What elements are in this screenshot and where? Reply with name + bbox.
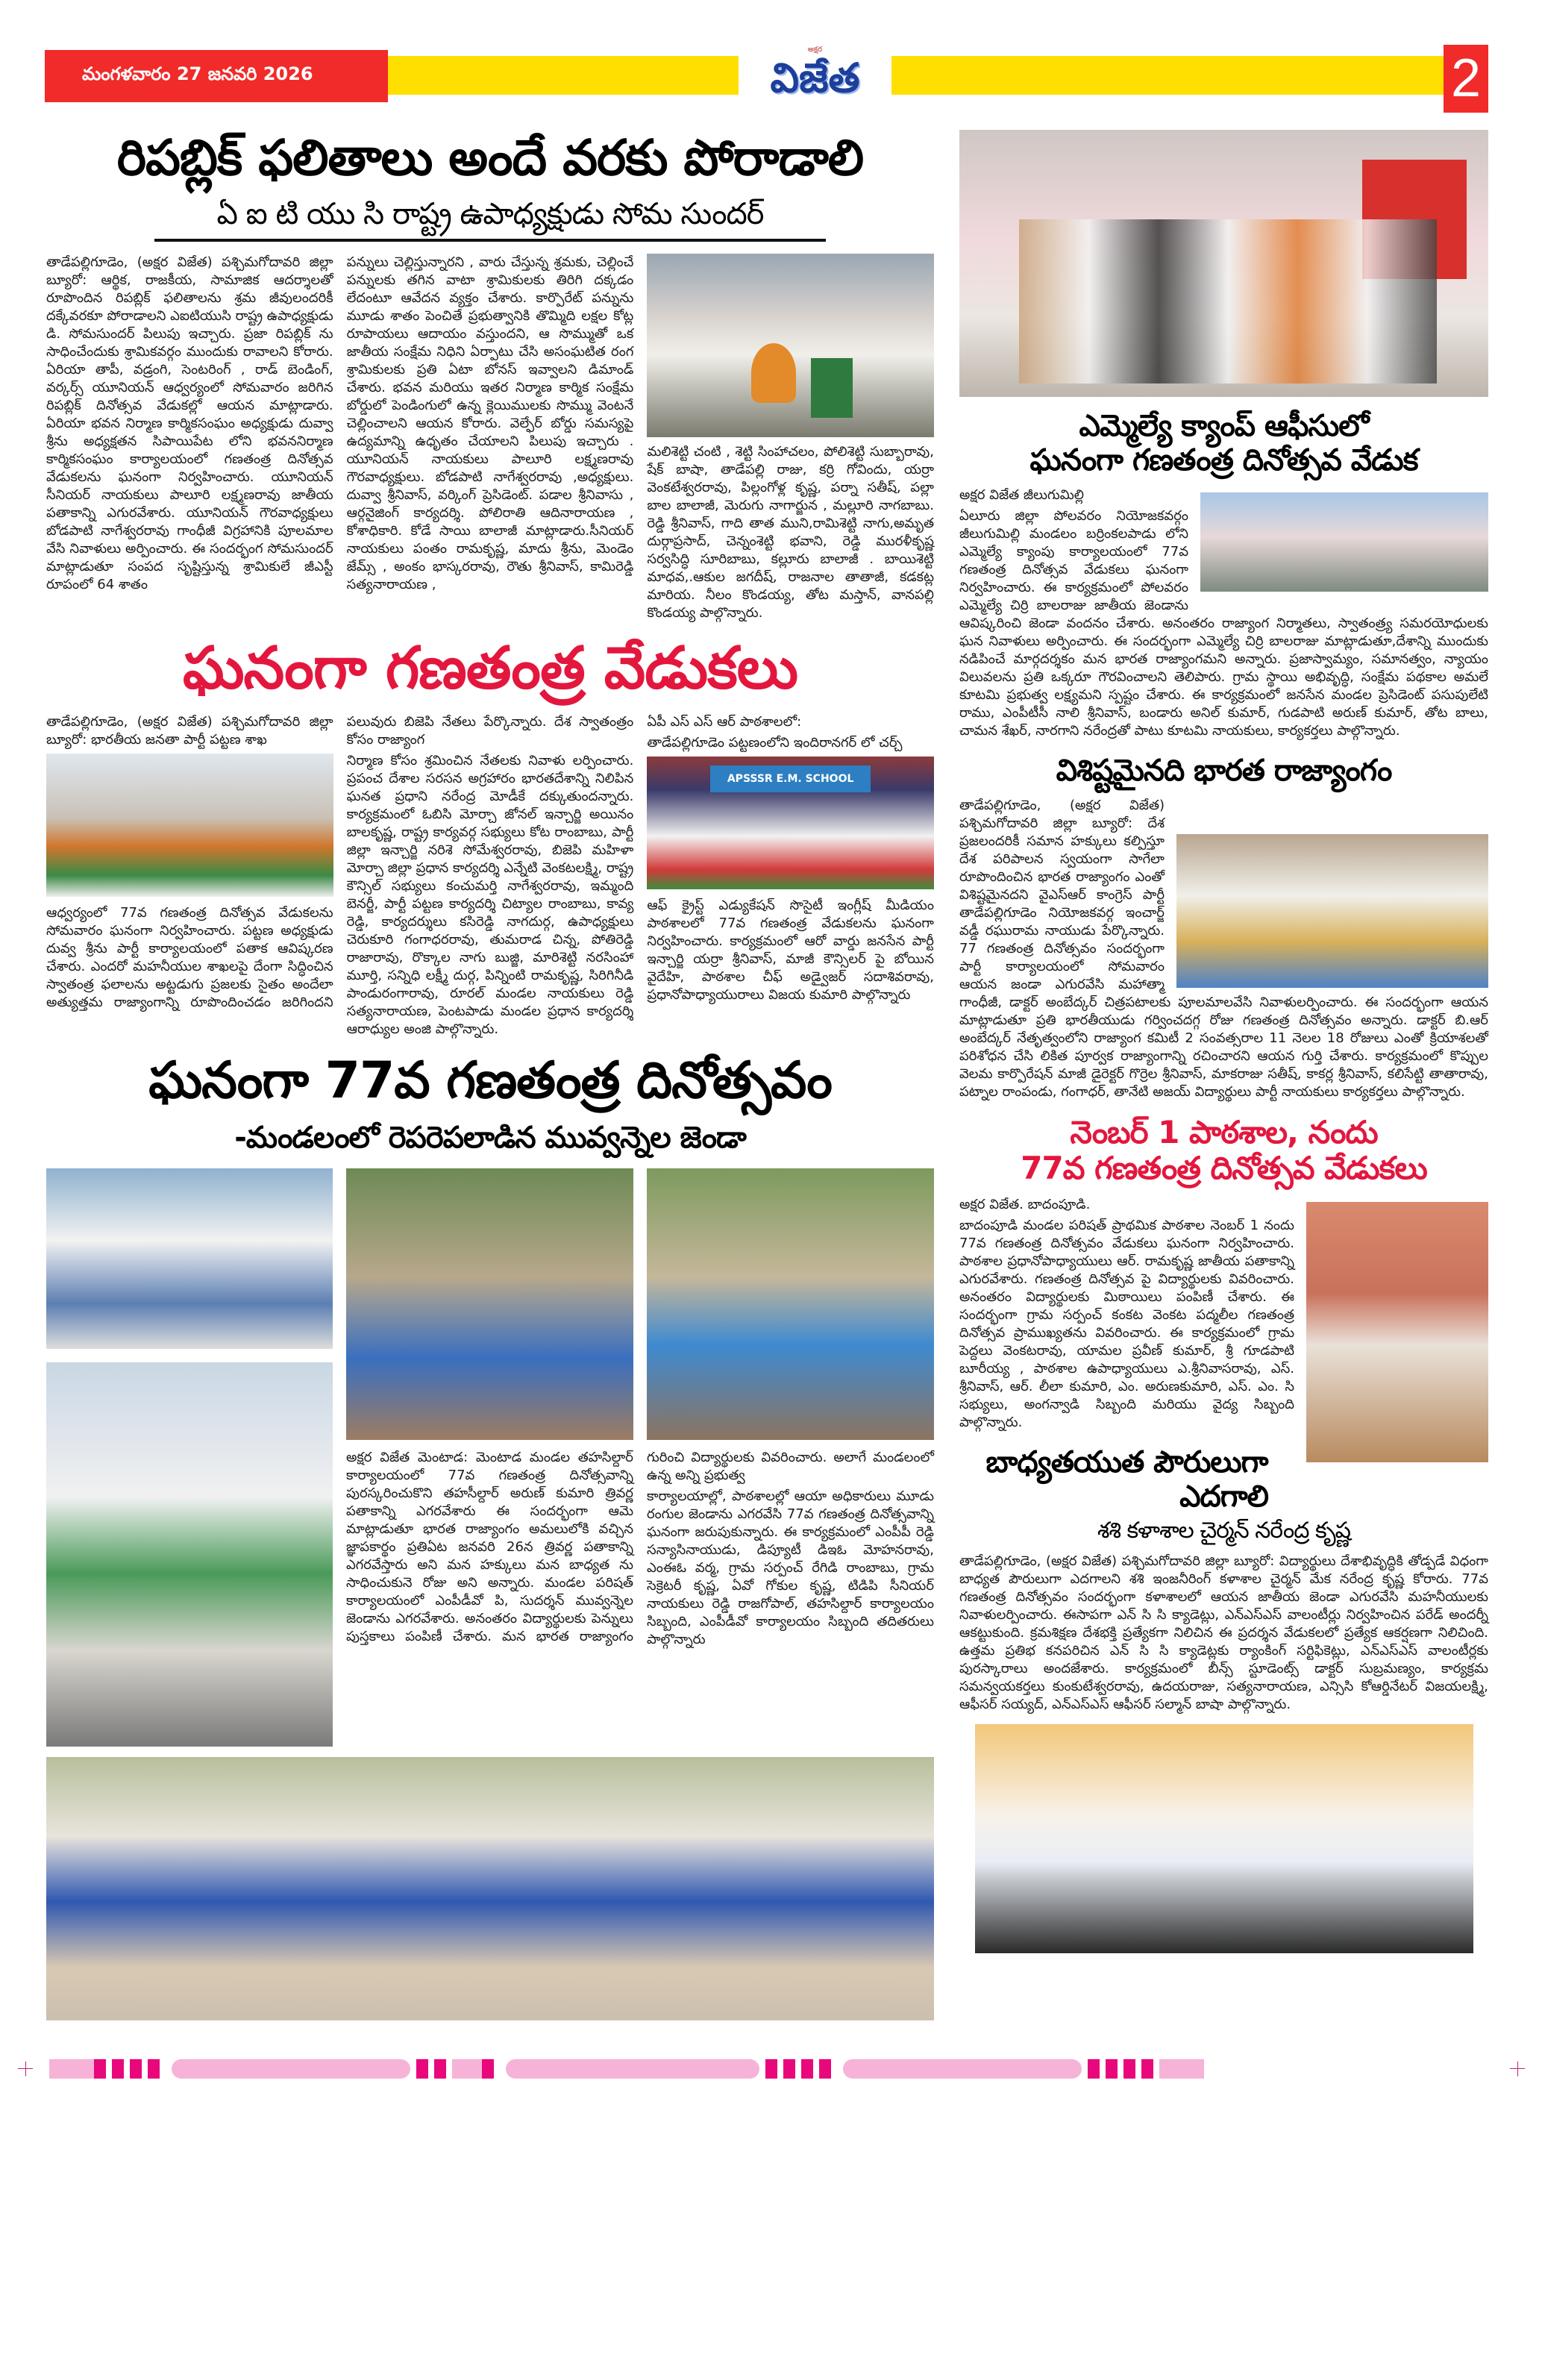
registration-mark <box>1510 2061 1525 2076</box>
article2-headline: ఘనంగా గణతంత్ర వేడుకలు <box>183 634 797 702</box>
right4-body: తాడేపల్లిగూడెం, (అక్షర విజేత) పశ్చిమగోదావరి జిల్లా బ్యూరో: విద్యార్థులు దేశాభివృద్ధికి తోడ్పడే విధంగా బాధ్యత పౌరులుగా ఎదగాలని శశి ఇంజనీరింగ్ కళాశాల చైర్మన్ మేక నరేంద్ర కృష్ణ కోరారు. 77వ గణతంత్ర దినోత్సవం సందర్భంగా కళాశాలలో ఆయన జాతీయ జెండా ఎగురవేసి మహనీయులకు నివాళులర్పించారు. ఈసాపగా ఎన్ సి సి క్యాడెట్లు, ఎన్ఎస్ఎస్ వాలంటీర్లు నిర్వహించిన పరేడ్ అందర్నీ ఆకట్టుకుంది. క్రమశిక్షణ దేశభక్తి ప్రత్యేకగా నిలిచిన ఈ ప్రదర్శన వేడుకలలో ప్రత్యేక ఆకర్షణగా నిలిచింది. ఉత్తమ ప్రతిభ కనపరిచిన ఎన్ సి సి క్యాడెట్లకు ర్యాంకింగ్ సర్టిఫికెట్లు, ఎన్ఎస్ఎస్ వాలంటీర్లకు పురస్కారాలు అందజేశారు. కార్యక్రమంలో బీన్స్ స్టూడెంట్స్ డాక్టర్ సుబ్రమణ్యం, కార్యక్రమ సమన్వయకర్తలు కుంకుటేశ్వరరావు, ఉదయరాజు, సత్యనారాయణ, ఎన్సిసి కోఆర్డినేటర్ విజయలక్ష్మి, ఆఫీసర్ సయ్యద్, ఎన్ఎస్ఎస్ ఆఫీసర్ సల్మాన్ బాషా పాల్గొన్నారు. <box>959 1553 1488 1713</box>
article2-col3-bottom: ఆఫ్ క్రైస్ట్ ఎడ్యుకేషన్ సొసైటీ ఇంగ్లీష్ మీడియం పాఠశాలలో 77వ గణతంత్ర వేడుకలను ఘనంగా నిర్వహించారు. కార్యక్రమంలో ఆరో వార్డు జనసేన పార్టీ ఇన్చార్జి యర్రా శ్రీనివాస్, మాజీ కౌన్సిలర్ పై బోయిన వైదేహి, పాఠశాల చీఫ్ అడ్వైజర్ సదాశివరావు, ప్రధానోపాధ్యాయురాలు విజయ కుమారి పాల్గొన్నారు <box>647 897 934 1003</box>
article2-col3-top: తాడేపల్లిగూడెం పట్టణంలోని ఇందిరానగర్ లో చర్చ్ <box>647 734 903 751</box>
college-award-photo <box>975 1724 1473 1953</box>
masthead-logo <box>739 42 891 116</box>
logo-small-text: అక్షర <box>807 46 823 54</box>
article2 <box>46 636 934 1039</box>
issue-date: మంగళవారం 27 జనవరి 2026 <box>82 63 313 84</box>
right4-headline: బాధ్యతయుత పౌరులుగా ఎదగాలి <box>985 1444 1268 1514</box>
footer-strip <box>49 2059 1526 2079</box>
right1-headline-line1: ఎమ్మెల్యే క్యాంప్ ఆఫీసులో <box>1079 409 1369 443</box>
article1-headline: రిపబ్లిక్ ఫలితాలు అందే వరకు పోరాడాలి <box>116 129 864 187</box>
right3-headline-line2: 77వ గణతంత్ర దినోత్సవ వేడుకలు <box>1021 1150 1427 1187</box>
right1-dateline: అక్షర విజేత జీలుగుమిల్లి <box>959 487 1084 503</box>
logo-main-text: విజేత <box>770 54 860 101</box>
footer <box>0 2044 1542 2089</box>
article1-photo <box>647 254 934 437</box>
right3-headline-line1: నెంబర్ 1 పాఠశాల, నందు <box>1070 1114 1378 1150</box>
right1-body: ఏలూరు జిల్లా పోలవరం నియోజకవర్గం జీలుగుమిల్లి మండలం బర్రింకలపాడు లోని ఎమ్మెల్యే క్యాంపు కార్యాలయంలో 77వ గణతంత్ర దినోత్సవ వేడుకలు ఘనంగా నిర్వహించారు. ఈ కార్యక్రమంలో పోలవరం ఎమ్మెల్యే చిర్రి బాలరాజు జాతీయ జెండాను ఆవిష్కరించి జెండా వందనం చేశారు. అనంతరం రాజ్యాంగ నిర్మాతలు, స్వాతంత్ర్య సమరయోధులకు ఘన నివాళులు అర్పించారు. ఈ సందర్భంగా ఎమ్మెల్యే చిర్రి బాలరాజు మాట్లాడుతూ,దేశాన్ని ముందుకు నడిపించే మార్గదర్శకం మన భారత రాజ్యాంగమని అన్నారు. ప్రజాస్వామ్యం, సమానత్వం, న్యాయం విలువలను ప్రతి ఒక్కరూ గౌరవించాలని తెలిపారు. గ్రామ స్థాయి అభివృద్ధి, సంక్షేమ పథకాల అమలే కూటమి ప్రభుత్వ లక్ష్యమని స్పష్టం చేశారు. ఈ కార్యక్రమంలో జనసేన మండల ప్రెసిడెంట్ పసుపులేటి రాము, ఎంపీటీసీ నాలి శ్రీనివాస్, బండారు అనిల్ కుమార్, గుడపాటి అరుణ్ కుమార్, తోట బాలు, చామన శేఖర్, నారగాని నరేంద్రతో పాటు కూటమి నాయకులు, కార్యకర్తలు పాల్గొన్నారు. <box>959 508 1488 739</box>
article1-body <box>46 254 934 622</box>
page-number: 2 <box>1444 45 1488 113</box>
article3-subhead: -మండలంలో రెపరెపలాడిన మువ్వన్నెల జెండా <box>234 1120 746 1155</box>
right3-article <box>959 1115 1488 1432</box>
page-body <box>0 119 1542 2034</box>
students-group-photo <box>46 1757 934 2020</box>
right4-article <box>959 1445 1488 1954</box>
article2-col1-bottom: ఆధ్వర్యంలో 77వ గణతంత్ర దినోత్సవ వేడుకలను సోమవారం ఘనంగా నిర్వహించారు. పట్టణ అధ్యక్షుడు దువ్వ శ్రీను పార్టీ కార్యాలయంలో పతాక ఆవిష్కరణ చేశారు. ఎందరో మహనీయుల శాఖలపై దేంగా సిద్ధించిన స్వాతంత్ర ఫలాలను అట్టడుగు ప్రజలకు సైతం అందేలా అత్యుత్తమ రాజ్యాంగాన్ని రూపొందించడం జరిగిందని పలువురు బిజెపి నేతలు పేర్కొన్నారు. దేశ స్వాతంత్రం కోసం రాజ్యాంగ <box>46 713 634 1010</box>
right1-headline-line2: ఘనంగా గణతంత్ర దినోత్సవ వేడుక <box>1029 443 1418 477</box>
masthead <box>0 0 1542 119</box>
right3-body: బాదంపూడి మండల పరిషత్ ప్రాథమిక పాఠశాల నెంబర్ 1 నందు 77వ గణతంత్ర దినోత్సవం వేడుకలు ఘనంగా నిర్వహించారు. పాఠశాల ప్రధానోపాధ్యాయులు ఆర్. రామకృష్ణ జాతీయ పతాకాన్ని ఎగురవేశారు. గణతంత్ర దినోత్సవ పై విద్యార్థులకు వివరించారు. అనంతరం విద్యార్థులకు మిఠాయిలు పంపిణీ చేశారు. ఈ సందర్భంగా గ్రామ సర్పంచ్ కంకట వెంకట పద్మలీల గణతంత్ర దినోత్సవ ప్రాముఖ్యతను వివరించారు. ఈ కార్యక్రమంలో గ్రామ పెద్దలు వెంకటరావు, యామల ప్రవీణ్ కుమార్, శ్రీ గూడపాటి బూరీయ్య , పాఠశాల ఉపాధ్యాయులు ఎ.శ్రీనివాసరావు, ఎస్. శ్రీనివాస్, ఆర్. లీలా కుమారి, ఎం. అరుణకుమారి, ఎస్. ఎం. సి సభ్యులు, అంగన్వాడి సిబ్బంది మరియు వైద్య సిబ్బంది పాల్గొన్నారు. <box>959 1217 1294 1430</box>
right1-photo <box>1200 492 1488 592</box>
left-area <box>46 130 934 2034</box>
article1-col2-text: పన్నులు చెల్లిస్తున్నారని , వారు చేస్తున్న శ్రమకు, చెల్లించే పన్నులకు తగిన వాటా శ్రామికులకు తిరిగి దక్కడం లేదంటూ ఆవేదన వ్యక్తం చేశారు. కార్పొరేట్ పన్నును మూడు శాతం పెంచితే ప్రభుత్వానికి తొమ్మిది లక్షల కోట్ల రూపాయలు ఆదాయం వస్తుందని, ఆ సొమ్ముతో ఒక జాతీయ సంక్షేమ నిధిని ఏర్పాటు చేసి అసంఘటిత రంగ శ్రామికులకు ప్రతి ఏటా బోనస్ ఇవ్వాలని డిమాండ్ చేశారు. భవన మరియు ఇతర నిర్మాణ కార్మిక సంక్షేమ బోర్డులో పెండింగులో ఉన్న క్లెయిములకు సొమ్ము వెంటనే చెల్లించాలని ఆయన కోరారు. వెల్ఫేర్ బోర్డు సమస్యపై ఉద్యమాన్ని ఉధృతం చేయాలని పిలుపు ఇచ్చారు . యూనియన్ నాయకులు పాలూరి లక్ష్మణరావు గౌరవాధ్యక్షులు. బోడపాటి నాగేశ్వరరావు ,అధ్యక్షులు. దువ్వా శ్రీనివాస్, వర్కింగ్ ప్రెసిడెంట్. పడాల శ్రీనివాసు , ఆర్గనైజింగ్ కార్యదర్శి. పోలిరాతి ఆదినారాయణ , కోశాధికారి. కోడే సాయి బాలాజీ మాట్లాడారు.సీనియర్ నాయకులు పంతం రామకృష్ణ, మాదు శ్రీను, మెండెం జేమ్స్ , అంకం భాస్కరరావు, రౌతు శ్రీనివాస్, కామిరెడ్డి సత్యనారాయణ , <box>346 254 634 592</box>
article1-subhead: ఏ ఐ టి యు సి రాష్ట్ర ఉపాధ్యక్షుడు సోమ సుందర్ <box>216 196 764 231</box>
article2-body <box>46 713 934 1039</box>
mla-office-photo <box>959 130 1488 397</box>
right2-photo <box>1176 834 1488 988</box>
article3-col1-text: అక్షర విజేత మెంటాడ: మెంటాడ మండల తహసిల్దార్ కార్యాలయంలో 77వ గణతంత్ర దినోత్సవాన్ని పురస్కరించుకొని తహసీల్దార్ అరుణ్ కుమారి త్రివర్ణ పతాకాన్ని ఎగరవేశారు ఈ సందర్భంగా ఆమె మాట్లాడుతూ భారత రాజ్యాంగం అమలులోకి వచ్చిన జ్ఞాపకార్థం ప్రతిఏట జనవరి 26న త్రివర్ణ పతాకాన్ని ఎగరవేస్తారు అని మన హక్కులు మన బాధ్యత ను సాధించుకునె రోజు అని అన్నారు. మండల పరిషత్ కార్యాలయంలో ఎంపీడీవో పి, సుదర్శన్ మువ్వన్నెల జెండాను ఎగరవేశారు. అనంతరం విద్యార్థులకు పెన్నులు పుస్తకాలు పంపిణీ చేశారు. మన భారత రాజ్యాంగం గురించి విద్యార్థులకు వివరించారు. అలాగే మండలంలో ఉన్న అన్ని ప్రభుత్వ <box>346 1449 934 1644</box>
article1-col1-text: తాడేపల్లిగూడెం, (అక్షర విజేత) పశ్చిమగోదావరి జిల్లా బ్యూరో: ఆర్థిక, రాజకీయ, సామాజిక ఆదర్శాలతో రూపొందిన రిపబ్లిక్ ఫలితాలను శ్రమ జీవులందరికీ దక్కేవరకూ పోరాడాలని ఎఐటియుసి రాష్ట్ర ఉపాధ్యక్షుడు డి. సోమసుందర్ పిలుపు ఇచ్చారు. ప్రజా రిపబ్లిక్ ను సాధించేందుకు శ్రామికవర్గం ముందుకు రావాలని కోరారు. ఏరియా తాపీ, వడ్రంగి, సెంటరింగ్ , రాడ్ బెండింగ్, వర్కర్స్ యూనియన్ ఆధ్వర్యంలో సోమవారం జరిగిన రిపబ్లిక్ దినోత్సవ వేడుకల్లో ఆయన మాట్లాడారు. ఏరియా భవన నిర్మాణ కార్మికసంఘం అధ్యక్షుడు దువ్వా శ్రీను అధ్యక్షతన సిపాయిపేట లోని భవననిర్మాణ కార్మికసంఘం కార్యాలయంలో గణతంత్ర దినోత్సవ వేడుకలను ఘనంగా నిర్వహించారు. యూనియన్ సీనియర్ నాయకులు పాలూరి లక్ష్మణరావు జాతీయ పతాకాన్ని ఎగురవేశారు. యూనియన్ గౌరవాధ్యక్షులు బోడపాటి నాగేశ్వరరావు గాంధీజీ విగ్రహానికి పూలమాల వేసి నివాళులు అర్పించారు. ఈ సందర్భంగ సోమసుందర్ మాట్లాడుతూ సంపద సృష్టిస్తున్న శ్రామికులే జీఎస్టీ రూపంలో 64 శాతం <box>46 254 333 592</box>
right3-dateline: అక్షర విజేత. బాదంపూడి. <box>959 1196 1091 1212</box>
right2-article <box>959 754 1488 1101</box>
article2-col3-subhead: ఏపీ ఎస్ ఎస్ ఆర్ పాఠశాలలో: <box>647 713 802 730</box>
article3-left-photos <box>46 1168 333 1747</box>
tahsildar-office-photo <box>46 1168 333 1349</box>
right2-headline: విశిష్టమైనది భారత రాజ్యాంగం <box>1056 754 1392 788</box>
article1 <box>46 130 934 622</box>
date-box <box>45 50 388 102</box>
school-event-photo <box>647 757 934 889</box>
article1-col3-text: మలిశెట్టి చంటి , శెట్టి సింహాచలం, పోలిశెట్టి సుబ్బారావు, షేక్ బాషా, తాడేపల్లి రాజు, కర్రి గోవిందు, యర్రా వెంకటేశ్వరరావు, పిల్లంగోళ్ల కృష్ణ, పర్నా సతీష్, పల్లా బాల బాలాజీ, మెరుగు నాగార్జున , మల్లూరి నాగబాబు. రెడ్డి శ్రీనివాస్, గాది తాత ముని,రామిశెట్టి నాగు,అమృత దుర్గాప్రసాద్, చెన్నంశెట్టి భవాని, రెడ్డి మురళీకృష్ణ సర్వసిద్ధి సూరిబాబు, కల్లూరు బాలాజీ . బాయిశెట్టి మాధవ,.ఆకుల జగదీష్, రాజనాల తాతాజీ, కడకట్ల మారియ. నీలం కొండయ్య, తోట మస్తాన్, వానపల్లి కొండయ్య పాల్గొన్నారు. <box>647 443 934 621</box>
article3 <box>46 1052 934 2020</box>
article2-col2-text: నిర్మాణ కోసం శ్రమించిన నేతలకు నివాళు లర్పించారు. ప్రపంచ దేశాల సరసన అగ్రహారం భారతదేశాన్ని నిలిపిన ఘనత ప్రధాని నరేంద్ర మోడీకే దక్కుతుందన్నారు. కార్యక్రమంలో ఓబిసి మోర్చా జోనల్ ఇన్చార్జి అయినం బాలకృష్ణ, రాష్ట్ర కార్యవర్గ సభ్యులు కోట రాంబాబు, పార్టీ జిల్లా ఇన్చార్జి నరిశె సోమేశ్వరరావు, బిజెపి మహిళా మోర్చా జిల్లా ప్రధాన కార్యదర్శి ఎన్నేటి వెంకటలక్ష్మి, రాష్ట్ర కౌన్సిల్ సభ్యులు కంచుమర్తి నాగేశ్వరరావు, ఇమ్మంది బెనర్జీ, పార్టీ పట్టణ కార్యదర్శి చిట్యాల రాంబాబు, కావ్య రెడ్డి, కార్యదర్శులు కసిరెడ్డి నాగదుర్గ, ఉపాధ్యక్షులు చెరుకూరి గంగాధరరావు, తుమరాడ చిన్న, పోతిరెడ్డి రాజారావు, రొక్కాల నాగు బుజ్జి, మారిశెట్టి నరసింహా మూర్తి, సన్నిధి లక్ష్మీ దుర్గ, పిన్నింటి రామకృష్ణ, సిరిగినీడి పాండురంగారావు, రూరల్ మండల నాయకులు రెడ్డి సత్యనారాయణ, పెంటపాడు మండల ప్రధాన కార్యదర్శి ఆరాధ్యుల అంజి పాల్గొన్నారు. <box>346 752 634 1037</box>
right3-photo <box>1306 1202 1488 1462</box>
mpdo-office-photo <box>46 1362 333 1747</box>
article2-col1-top: తాడేపల్లిగూడెం, (అక్షర విజేత) పశ్చిమగోదావరి జిల్లా బ్యూరో: భారతీయ జనతా పార్టీ పట్టణ శాఖ <box>46 713 333 748</box>
article3-headline: ఘనంగా 77వ గణతంత్ర దినోత్సవం <box>148 1050 832 1110</box>
right4-subhead: శశి కళాశాల చైర్మన్ నరేంద్ర కృష్ణ <box>1097 1517 1351 1544</box>
right-column <box>959 130 1488 1967</box>
divider <box>154 239 826 242</box>
article3-body <box>346 1449 934 1649</box>
header-bar <box>388 56 1444 95</box>
students-salute-photo <box>647 1168 934 1440</box>
registration-mark <box>18 2061 33 2076</box>
article3-grid <box>46 1168 934 1747</box>
right2-body: తాడేపల్లిగూడెం, (అక్షర విజేత) పశ్చిమగోదావరి జిల్లా బ్యూరో: దేశ ప్రజలందరికీ సమాన హక్కులు కల్పిస్తూ దేశ పరిపాలన స్వయంగా సాగేలా రూపొందించిన భారత రాజ్యాంగం ఎంతో విశిష్టమైనదని వైఎస్ఆర్ కాంగ్రెస్ పార్టీ తాడేపల్లిగూడెం నియోజకవర్గ ఇంచార్జ్ వడ్డీ రఘురామ నాయుడు పేర్కొన్నారు. 77 గణతంత్ర దినోత్సవం సందర్భంగా పార్టీ కార్యాలయంలో సోమవారం ఆయన జండా ఎగురవేసి మహాత్మా గాంధీజీ, డాక్టర్ అంబేద్కర్ చిత్రపటాలకు పూలమాలవేసి నివాళులర్పించారు. ఈ సందర్భంగా ఆయన మాట్లాడుతూ ప్రతి భారతీయుడు గర్వించదగ్గ రోజు గణతంత్ర దినోత్సవం అన్నారు. డాక్టర్ బి.ఆర్ అంబేద్కర్ నేతృత్వంలోని రాజ్యాంగ కమిటీ 2 సంవత్సరాల 11 నెలల 18 రోజులు ఎంతో క్రియాశలతో పరిశోధన చేసి లికిత పూర్వక రాజ్యాంగాన్ని రచించారని ఆయన గుర్తి చేశారు. కార్యక్రమంలో కొప్పుల వెలమ కార్పొరేషన్ మాజీ డైరెక్టర్ గొర్రెల శ్రీనివాస్, మాకరాజు సతీష్, కాకర్ల శ్రీనివాస్, కలిసేట్టి తాతారావు, పట్నాల రాంపండు, గంగాధర్, తానేటి అజయ్ విద్యార్థులు పార్టీ నాయకులు కార్యకర్తలు పాల్గొన్నారు. <box>959 798 1488 1100</box>
article3-right-area <box>346 1168 934 1747</box>
article3-col2-text: కార్యాలయాల్లో, పాఠశాలల్లో ఆయా అధికారులు మూడు రంగుల జెండాను ఎగరవేసి 77వ గణతంత్ర దినోత్సవాన్ని ఘనంగా జరుపుకున్నారు. ఈ కార్యక్రమంలో ఎంపీపీ రెడ్డి సన్యాసినాయుడు, డిప్యూటీ డిఇఓ మోహనరావు, ఎంఈఓ వర్మ, గ్రామ సర్పంచ్ రేగిడి రాంబాబు, గ్రామ సెక్రెటరీ కృష్ణ, ఏవో గోకుల కృష్ణ, టిడిపి సీనియర్ నాయకులు రెడ్డి రాజగోపాల్, తహసిల్దార్ కార్యాలయం సిబ్బంది, ఎంపీడీవో కార్యాలయం సిబ్బంది తదితరులు పాల్గొన్నారు <box>647 1488 934 1647</box>
flag-hoisting-photo <box>346 1168 633 1440</box>
bjp-event-photo <box>46 754 333 897</box>
school-banner: APSSSR E.M. SCHOOL <box>710 765 871 792</box>
right1-article <box>959 409 1488 740</box>
